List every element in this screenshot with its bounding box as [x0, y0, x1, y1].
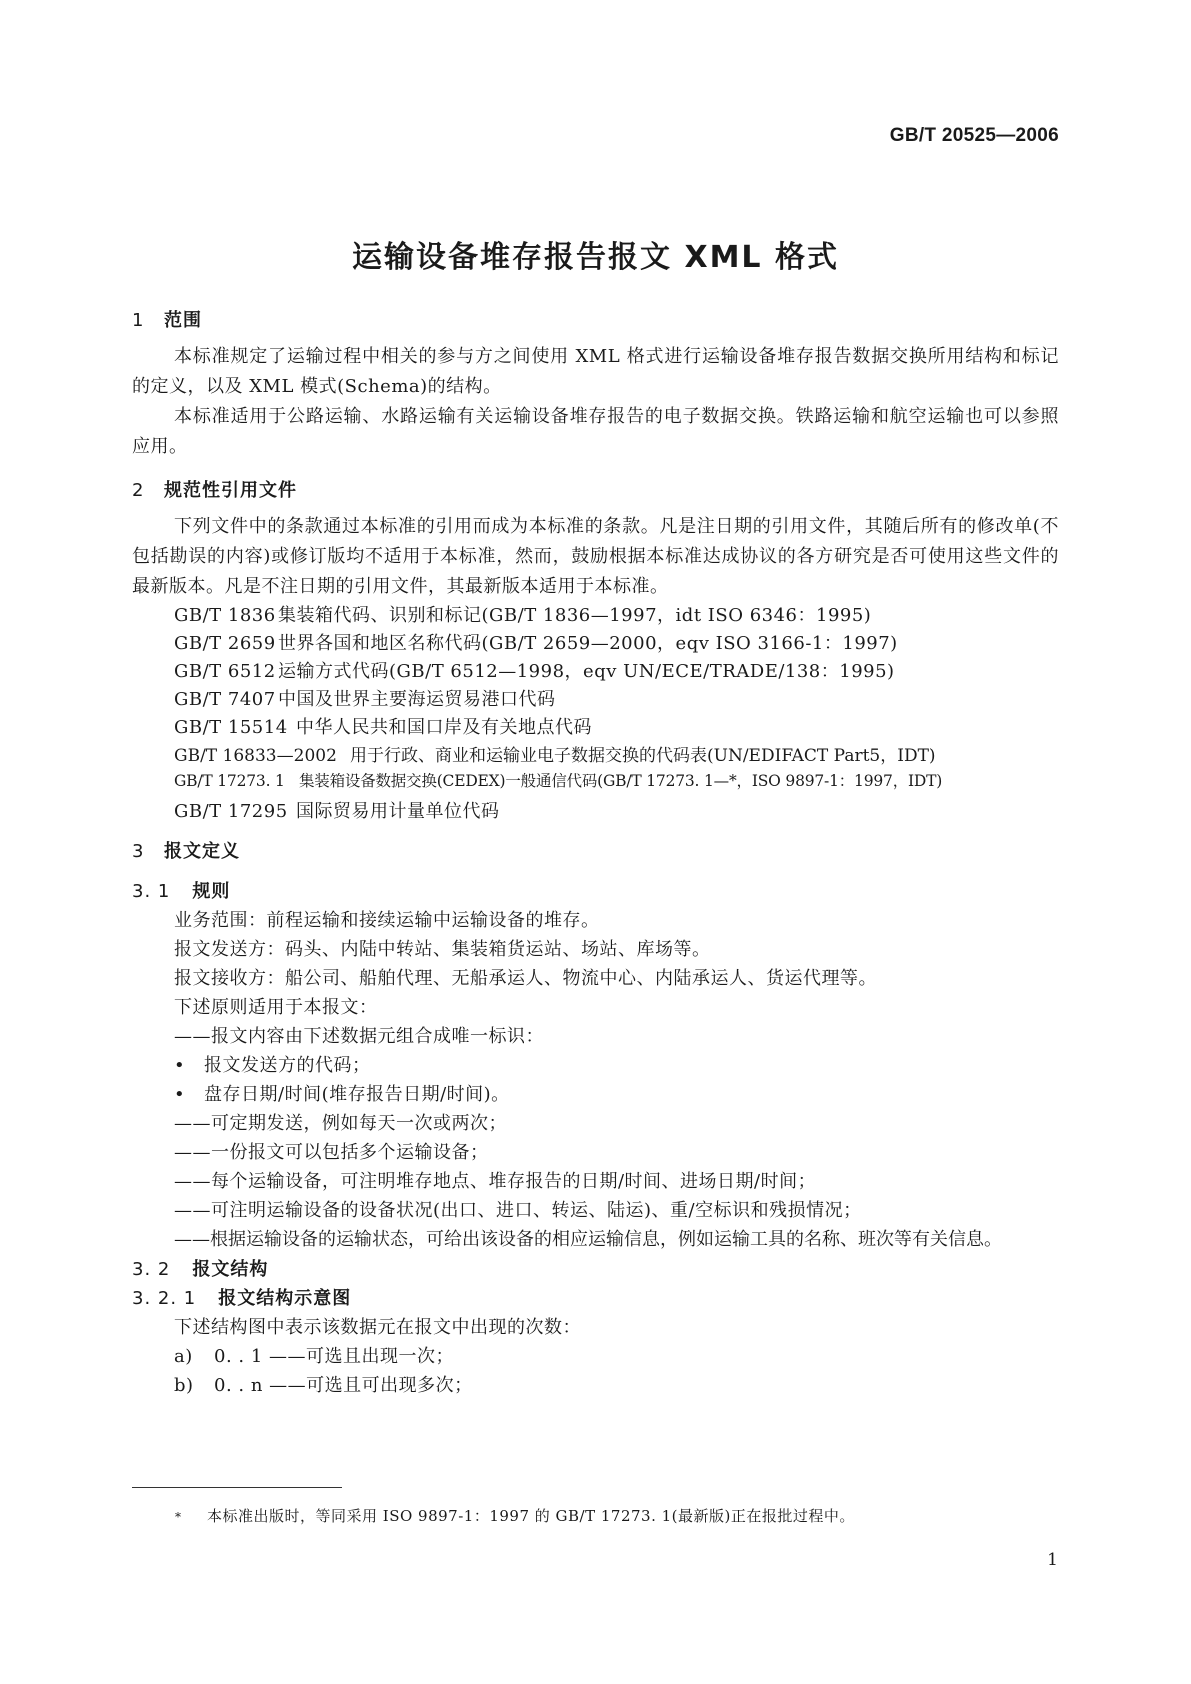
bullet-text: 报文发送方的代码；	[204, 1055, 371, 1076]
dash-item: ——报文内容由下述数据元组合成唯一标识：	[174, 1026, 544, 1047]
section-1-paragraph-1: 本标准规定了运输过程中相关的参与方之间使用 XML 格式进行运输设备堆存报告数据交换所用结构和标记的定义，以及 XML 模式(Schema)的结构。	[132, 346, 1059, 397]
reference-text: 运输方式代码(GB/T 6512—1998，eqv UN/ECE/TRADE/138：1995)	[278, 661, 895, 682]
dash-item: ——每个运输设备，可注明堆存地点、堆存报告的日期/时间、进场日期/时间；	[174, 1171, 817, 1192]
list-label: b)	[174, 1375, 194, 1396]
footnote-mark: *	[175, 1510, 182, 1524]
reference-item	[174, 769, 942, 791]
reference-item	[174, 629, 898, 655]
reference-text: 用于行政、商业和运输业电子数据交换的代码表(UN/EDIFACT Part5，IDT)	[350, 746, 936, 766]
reference-code: GB/T 6512	[174, 661, 276, 682]
structure-intro: 下述结构图中表示该数据元在报文中出现的次数：	[174, 1317, 581, 1338]
subsection-title: 报文结构示意图	[218, 1288, 352, 1309]
bullet-text: 盘存日期/时间(堆存报告日期/时间)。	[204, 1084, 510, 1105]
page-number: 1	[1047, 1550, 1058, 1570]
section-3-heading	[132, 837, 240, 863]
list-text: 0. . n ——可选且可出现多次；	[214, 1375, 473, 1396]
subsection-title: 规则	[192, 881, 231, 902]
section-1-heading	[132, 306, 202, 332]
reference-item	[174, 797, 500, 823]
reference-text: 世界各国和地区名称代码(GB/T 2659—2000，eqv ISO 3166-1：1997)	[278, 633, 898, 654]
reference-code: GB/T 2659	[174, 633, 276, 654]
section-1-paragraph-2: 本标准适用于公路运输、水路运输有关运输设备堆存报告的电子数据交换。铁路运输和航空运输也可以参照应用。	[132, 406, 1059, 457]
dash-item: ——可注明运输设备的设备状况(出口、进口、转运、陆运)、重/空标识和残损情况；	[174, 1200, 862, 1221]
rule-line: 业务范围：前程运输和接续运输中运输设备的堆存。	[174, 910, 600, 931]
subsection-3-1-heading	[132, 877, 230, 903]
reference-code: GB/T 16833—2002	[174, 746, 337, 766]
bullet-icon: •	[174, 1084, 186, 1105]
footnote-divider	[132, 1487, 342, 1488]
reference-text: 国际贸易用计量单位代码	[296, 801, 500, 822]
list-item	[174, 1342, 454, 1368]
bullet-item	[174, 1051, 371, 1077]
rule-line: 报文发送方：码头、内陆中转站、集装箱货运站、场站、库场等。	[174, 939, 711, 960]
subsection-number: 3. 1	[132, 881, 171, 902]
section-title: 报文定义	[164, 841, 240, 862]
reference-item	[174, 601, 871, 627]
subsection-3-2-1-heading	[132, 1284, 351, 1310]
subsection-number: 3. 2	[132, 1259, 171, 1280]
subsection-3-2-heading	[132, 1255, 268, 1281]
reference-code: GB/T 15514	[174, 717, 288, 738]
document-title: 运输设备堆存报告报文 XML 格式	[352, 240, 839, 275]
reference-code: GB/T 1836	[174, 605, 276, 626]
dash-item: ——一份报文可以包括多个运输设备；	[174, 1142, 489, 1163]
reference-item	[174, 741, 936, 766]
reference-code: GB/T 17295	[174, 801, 288, 822]
list-label: a)	[174, 1346, 193, 1367]
standard-code: GB/T 20525—2006	[889, 125, 1059, 146]
reference-item	[174, 657, 895, 683]
footnote	[175, 1505, 855, 1526]
reference-code: GB/T 7407	[174, 689, 276, 710]
section-2-intro: 下列文件中的条款通过本标准的引用而成为本标准的条款。凡是注日期的引用文件，其随后所有的修改单(不包括勘误的内容)或修订版均不适用于本标准，然而，鼓励根据本标准达成协议的各方研究是否可使用这些文件的最新版本。凡是不注日期的引用文件，其最新版本适用于本标准。	[132, 516, 1059, 597]
subsection-title: 报文结构	[192, 1259, 269, 1280]
section-title: 规范性引用文件	[164, 480, 297, 501]
rule-line: 下述原则适用于本报文：	[174, 997, 378, 1018]
subsection-number: 3. 2. 1	[132, 1288, 197, 1309]
reference-text: 集装箱设备数据交换(CEDEX)一般通信代码(GB/T 17273. 1—*，ISO 9897-1：1997，IDT)	[299, 772, 943, 790]
reference-text: 中华人民共和国口岸及有关地点代码	[296, 717, 592, 738]
reference-code: GB/T 17273. 1	[174, 772, 285, 790]
section-number: 2	[132, 480, 145, 501]
list-item	[174, 1371, 473, 1397]
list-text: 0. . 1 ——可选且出现一次；	[214, 1346, 455, 1367]
footnote-text: 本标准出版时，等同采用 ISO 9897-1：1997 的 GB/T 17273. 1(最新版)正在报批过程中。	[207, 1507, 855, 1525]
reference-text: 集装箱代码、识别和标记(GB/T 1836—1997，idt ISO 6346：1995)	[278, 605, 872, 626]
reference-item	[174, 713, 592, 739]
section-2-heading	[132, 476, 297, 502]
section-number: 1	[132, 310, 145, 331]
section-title: 范围	[164, 310, 202, 331]
dash-item: ——根据运输设备的运输状态，可给出该设备的相应运输信息，例如运输工具的名称、班次等有关信息。	[174, 1229, 1002, 1250]
section-number: 3	[132, 841, 145, 862]
bullet-item	[174, 1080, 510, 1106]
rule-line: 报文接收方：船公司、船舶代理、无船承运人、物流中心、内陆承运人、货运代理等。	[174, 968, 877, 989]
bullet-icon: •	[174, 1055, 186, 1076]
dash-item: ——可定期发送，例如每天一次或两次；	[174, 1113, 507, 1134]
reference-item	[174, 685, 556, 711]
reference-text: 中国及世界主要海运贸易港口代码	[278, 689, 556, 710]
